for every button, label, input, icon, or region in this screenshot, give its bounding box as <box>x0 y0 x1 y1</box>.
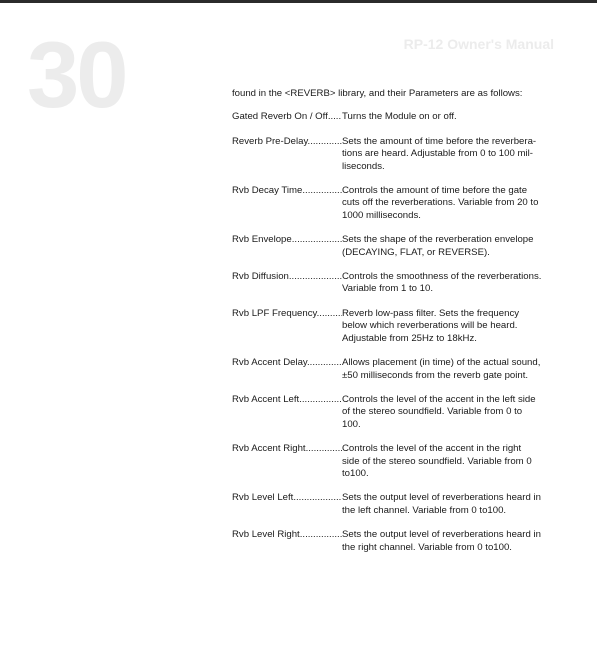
intro-paragraph: found in the <REVERB> library, and their Parameters are as follows: <box>232 88 523 99</box>
param-name: Rvb Decay Time ..... <box>232 185 342 222</box>
param-row <box>232 443 562 480</box>
param-row <box>232 492 562 517</box>
param-name: Rvb LPF Frequency ..... <box>232 308 342 345</box>
param-description: Sets the output level of reverberations heard in the left channel. Variable from 0 to100. <box>342 492 541 516</box>
param-description: Controls the level of the accent in the left side of the stereo soundfield. Variable from 0 to 100. <box>342 393 536 430</box>
param-name: Rvb Diffusion ..... <box>232 271 342 296</box>
param-name: Rvb Accent Delay ..... <box>232 357 342 382</box>
param-name: Rvb Level Right ..... <box>232 529 342 554</box>
param-row <box>232 234 562 259</box>
param-row <box>232 529 562 554</box>
running-header: RP-12 Owner's Manual <box>403 36 554 52</box>
page-body <box>232 88 562 566</box>
param-description: Controls the amount of time before the gate cuts off the reverberations. Variable from 20 to 1000 milliseconds. <box>342 185 539 221</box>
param-name: Rvb Accent Right ..... <box>232 443 342 480</box>
page-number: 30 <box>27 22 126 127</box>
param-description: Turns the Module on or off. <box>342 111 457 123</box>
param-name: Reverb Pre-Delay ..... <box>232 136 342 173</box>
param-name: Rvb Accent Left ..... <box>232 394 342 431</box>
param-description: Sets the amount of time before the reverbera- tions are heard. Adjustable from 0 to 100 mil- liseconds. <box>342 135 537 172</box>
param-name: Gated Reverb On / Off ..... <box>232 111 342 123</box>
param-description: Controls the smoothness of the reverberations. Variable from 1 to 10. <box>342 271 542 295</box>
param-name: Rvb Envelope ..... <box>232 234 342 259</box>
param-description: Reverb low-pass filter. Sets the frequency below which reverberations will be heard. Adjustable from 25Hz to 18kHz. <box>342 307 520 344</box>
param-description: Allows placement (in time) of the actual sound, ±50 milliseconds from the reverb gate point. <box>342 357 541 381</box>
param-name: Rvb Level Left ..... <box>232 492 342 517</box>
param-row <box>232 271 562 296</box>
top-rule <box>0 0 597 3</box>
param-description: Sets the shape of the reverberation envelope (DECAYING, FLAT, or REVERSE). <box>342 234 534 258</box>
param-row <box>232 111 562 123</box>
param-description: Sets the output level of reverberations heard in the right channel. Variable from 0 to100. <box>342 529 541 553</box>
param-description: Controls the level of the accent in the right side of the stereo soundfield. Variable from 0 to100. <box>342 443 532 479</box>
param-row <box>232 136 562 173</box>
param-row <box>232 394 562 431</box>
param-row <box>232 308 562 345</box>
param-row <box>232 357 562 382</box>
param-row <box>232 185 562 222</box>
